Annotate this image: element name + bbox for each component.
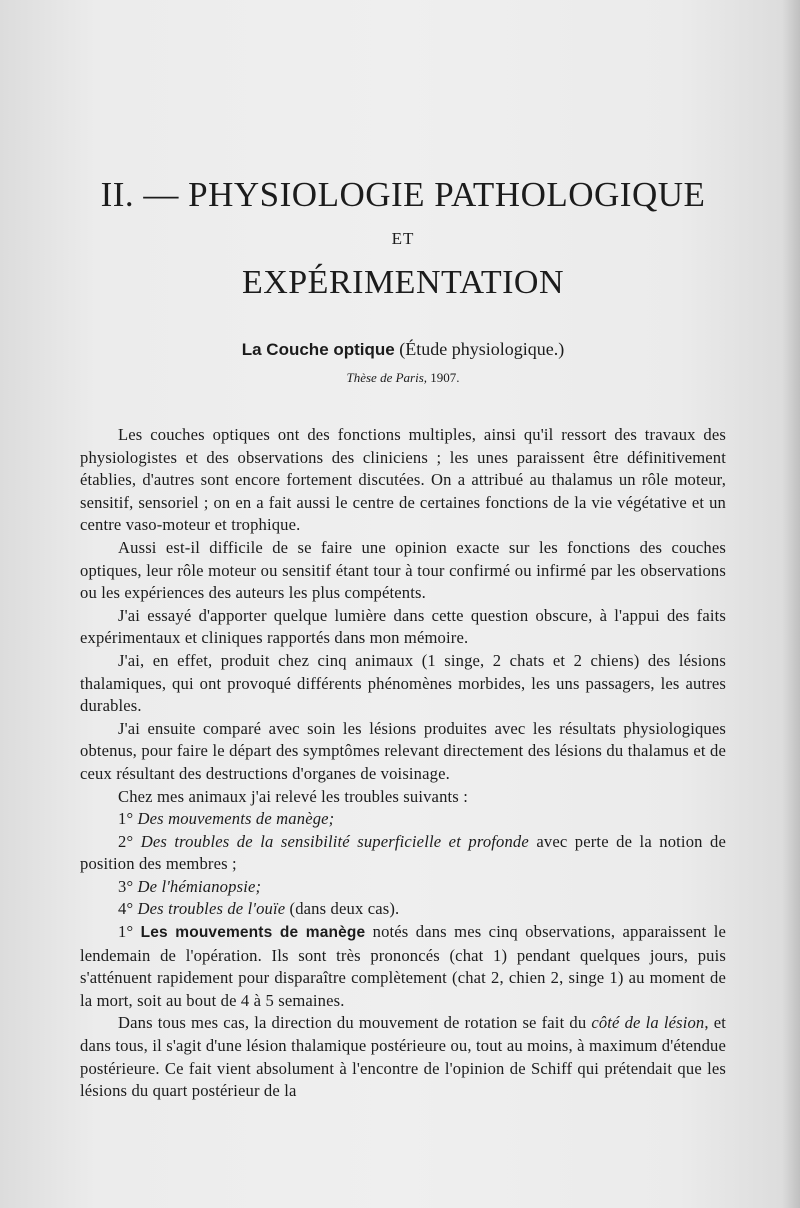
list-item-4-num: 4° [118,899,138,919]
section-2-rest: , et dans tous, il s'agit d'une lésion thalamique postérieure ou, tout au moins, à maximum d'étendue postérieure. Ce fait vient absolument à l'encontre de l'opinion de Schiff qui prétendait que les lésions du quart postérieur de la [80,1013,727,1101]
paragraph-5: J'ai ensuite comparé avec soin les lésions produites avec les résultats physiologiques obtenus, pour faire le départ des symptômes relevant directement des lésions du thalamus et de ceux résultant des destructions d'organes de voisinage. [80,718,726,783]
list-item-3-num: 3° [118,876,138,896]
section-2-start: Dans tous mes cas, la direction du mouvement de rotation se fait du [118,1013,592,1033]
list-item-1-num: 1° [118,809,138,829]
article-source [80,370,726,386]
list-item-3-text: De l'hémianopsie; [137,876,262,896]
section-1-rest: notés dans mes cinq observations, apparaissent le lendemain de l'opération. Ils sont très prononcés (chat 1) pendant quelques jours, puis s'atténuent rapidement pour disparaître complètement (chat 2, chien 2, singe 1) au moment de la mort, soit au bout de 4 à 5 semaines. [80,922,726,1010]
list-item-4 [80,898,726,921]
list-item-4-text: Des troubles de l'ouïe [137,899,286,919]
section-2-paragraph [80,1012,726,1102]
page-edge-shadow [782,0,800,1208]
article-source-italic: Thèse de Paris, [346,370,428,385]
section-heading-et: ET [391,229,415,248]
section-1-bold: Les mouvements de manège [140,924,366,942]
paragraph-6: Chez mes animaux j'ai relevé les troubles suivants : [118,786,468,806]
list-item-4-rest: (dans deux cas). [285,899,400,919]
paragraph-1: Les couches optiques ont des fonctions multiples, ainsi qu'il ressort des travaux des physiologistes et des observations des cliniciens ; les unes paraissent être définitivement établies, d'autres sont encore fortement discutées. On a attribué au thalamus un rôle moteur, sensitif, sensoriel ; on en a fait aussi le centre de certaines fonctions de la vie végétative et un centre vaso-moteur et trophique. [80,425,726,535]
section-heading-line1: II. — PHYSIOLOGIE PATHOLOGIQUE [100,175,706,214]
article-title-bold: La Couche optique [241,340,395,359]
paragraph-2: Aussi est-il difficile de se faire une opinion exacte sur les fonctions des couches optiques, leur rôle moteur ou sensitif étant tour à tour confirmé ou infirmé par les observations ou les expériences des auteurs les plus compétents. [80,537,726,603]
article-title [80,339,726,360]
section-heading-line2: EXPÉRIMENTATION [241,264,565,301]
list-item-2-num: 2° [118,831,141,851]
article-title-rest: (Étude physiologique.) [394,339,565,359]
page-content [80,160,726,1103]
list-item-2 [80,831,726,876]
list-item-2-text: Des troubles de la sensibilité superficielle et profonde [140,831,529,851]
section-1-num: 1° [118,922,141,942]
paragraph-4: J'ai, en effet, produit chez cinq animaux (1 singe, 2 chats et 2 chiens) des lésions thalamiques, qui ont provoqué différents phénomènes morbides, les uns passagers, les autres durables. [80,650,726,716]
list-item-3 [80,876,726,899]
list-item-2-rest: avec perte de la notion de position des membres ; [80,831,726,874]
section-1-paragraph [80,921,726,1012]
body-text [80,424,726,1103]
article-source-year: 1907. [427,370,460,385]
section-2-italic: côté de la lésion [591,1013,705,1033]
list-item-1-text: Des mouvements de manège; [137,809,335,829]
list-item-1 [80,808,726,831]
paragraph-3: J'ai essayé d'apporter quelque lumière dans cette question obscure, à l'appui des faits expérimentaux et cliniques rapportés dans mon mémoire. [80,605,726,648]
